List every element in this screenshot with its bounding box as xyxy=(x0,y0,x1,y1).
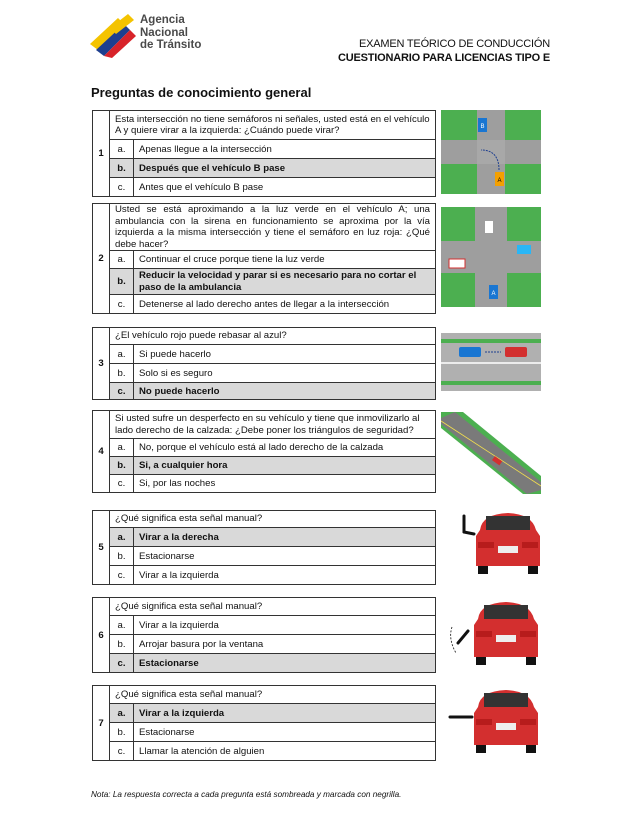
option-letter: c. xyxy=(110,178,134,197)
option-letter: b. xyxy=(110,635,134,654)
question-number: 2 xyxy=(93,204,110,314)
option-text: No, porque el vehículo está al lado derecho de la calzada xyxy=(134,439,436,457)
option-letter: b. xyxy=(110,547,134,566)
question-text: Si usted sufre un desperfecto en su vehículo y tiene que inmovilizarlo al lado derecho de la calzada: ¿Debe poner los triángulos de seguridad? xyxy=(110,411,436,439)
question-number: 3 xyxy=(93,328,110,400)
option-text: Estacionarse xyxy=(134,723,436,742)
option-letter: a. xyxy=(110,251,134,269)
option-letter: a. xyxy=(110,345,134,364)
car-b-label: B xyxy=(480,124,485,130)
question-number: 1 xyxy=(93,111,110,197)
overtaking-illustration xyxy=(441,333,541,391)
question-5 xyxy=(92,510,436,585)
roadside-breakdown-illustration xyxy=(441,412,541,494)
question-7 xyxy=(92,685,436,761)
lowered-arm-icon xyxy=(458,631,468,643)
ant-logo-mark-icon xyxy=(88,14,140,58)
logo-line: de Tránsito xyxy=(140,39,202,51)
option-letter: a. xyxy=(110,528,134,547)
question-text: ¿Qué significa esta señal manual? xyxy=(110,511,436,528)
option-letter: c. xyxy=(110,295,134,314)
option-text-correct: Estacionarse xyxy=(134,654,436,673)
option-letter: c. xyxy=(110,654,134,673)
option-letter: c. xyxy=(110,566,134,585)
logo-line: Nacional xyxy=(140,26,188,39)
option-letter: b. xyxy=(110,159,134,178)
option-text: Llamar la atención de alguien xyxy=(134,742,436,761)
car-a-label: A xyxy=(491,291,496,297)
document-header xyxy=(338,38,550,64)
option-letter: a. xyxy=(110,616,134,635)
ambulance-icon xyxy=(449,259,465,268)
option-text: Apenas llegue a la intersección xyxy=(134,140,436,159)
hand-signal-stop-illustration xyxy=(446,597,542,669)
question-number: 4 xyxy=(93,411,110,493)
question-text: ¿El vehículo rojo puede rebasar al azul? xyxy=(110,328,436,345)
option-text-correct: Virar a la izquierda xyxy=(134,704,436,723)
option-text-correct: Si, a cualquier hora xyxy=(134,457,436,475)
option-text: Si puede hacerlo xyxy=(134,345,436,364)
ambulance-intersection-illustration xyxy=(441,207,541,307)
hand-signal-left-turn-illustration xyxy=(446,685,542,757)
option-text: Si, por las noches xyxy=(134,475,436,493)
blue-car-icon xyxy=(459,347,481,357)
option-letter: c. xyxy=(110,742,134,761)
option-letter: b. xyxy=(110,723,134,742)
question-3 xyxy=(92,327,436,400)
option-letter: a. xyxy=(110,439,134,457)
question-number: 5 xyxy=(93,511,110,585)
option-text: Estacionarse xyxy=(134,547,436,566)
question-6 xyxy=(92,597,436,673)
option-letter: b. xyxy=(110,269,134,295)
option-letter: a. xyxy=(110,704,134,723)
section-title: Preguntas de conocimiento general xyxy=(91,85,312,100)
exam-title: EXAMEN TEÓRICO DE CONDUCCIÓN xyxy=(359,38,550,50)
question-number: 6 xyxy=(93,598,110,673)
document-subtitle: CUESTIONARIO PARA LICENCIAS TIPO E xyxy=(338,52,550,64)
question-text: ¿Qué significa esta señal manual? xyxy=(110,598,436,616)
question-number: 7 xyxy=(93,686,110,761)
red-car-icon xyxy=(505,347,527,357)
footnote: Nota: La respuesta correcta a cada pregunta está sombreada y marcada con negrilla. xyxy=(91,790,402,799)
option-text: Detenerse al lado derecho antes de llegar a la intersección xyxy=(134,295,436,314)
option-text: Antes que el vehículo B pase xyxy=(134,178,436,197)
hand-signal-right-turn-illustration xyxy=(458,508,542,578)
option-text: Virar a la izquierda xyxy=(134,566,436,585)
option-letter: b. xyxy=(110,364,134,383)
option-text-correct: Virar a la derecha xyxy=(134,528,436,547)
option-letter: b. xyxy=(110,457,134,475)
option-text-correct: Después que el vehículo B pase xyxy=(134,159,436,178)
logo-line: Agencia xyxy=(140,14,185,26)
question-2 xyxy=(92,203,436,314)
option-text: Arrojar basura por la ventana xyxy=(134,635,436,654)
question-text: Usted se está aproximando a la luz verde en el vehículo A; una ambulancia con la sirena en funcionamiento se aproxima por la vía izquierda a la misma intersección y tiene el semáforo en luz roja: ¿Qué debe hacer? xyxy=(110,204,436,251)
question-text: ¿Qué significa esta señal manual? xyxy=(110,686,436,704)
intersection-illustration xyxy=(441,110,541,194)
option-text: Continuar el cruce porque tiene la luz verde xyxy=(134,251,436,269)
question-1 xyxy=(92,110,436,197)
logo-text xyxy=(140,14,201,52)
option-text-correct: No puede hacerlo xyxy=(134,383,436,400)
option-text: Solo si es seguro xyxy=(134,364,436,383)
option-letter: c. xyxy=(110,475,134,493)
car-a-label: A xyxy=(497,178,502,184)
question-text: Esta intersección no tiene semáforos ni señales, usted está en el vehículo A y quiere virar a la izquierda: ¿Cuándo puede virar? xyxy=(110,111,436,140)
option-letter: c. xyxy=(110,383,134,400)
question-4 xyxy=(92,410,436,493)
option-text-correct: Reducir la velocidad y parar si es necesario para no cortar el paso de la ambulancia xyxy=(134,269,436,295)
option-text: Virar a la izquierda xyxy=(134,616,436,635)
option-letter: a. xyxy=(110,140,134,159)
ant-logo xyxy=(88,14,218,58)
